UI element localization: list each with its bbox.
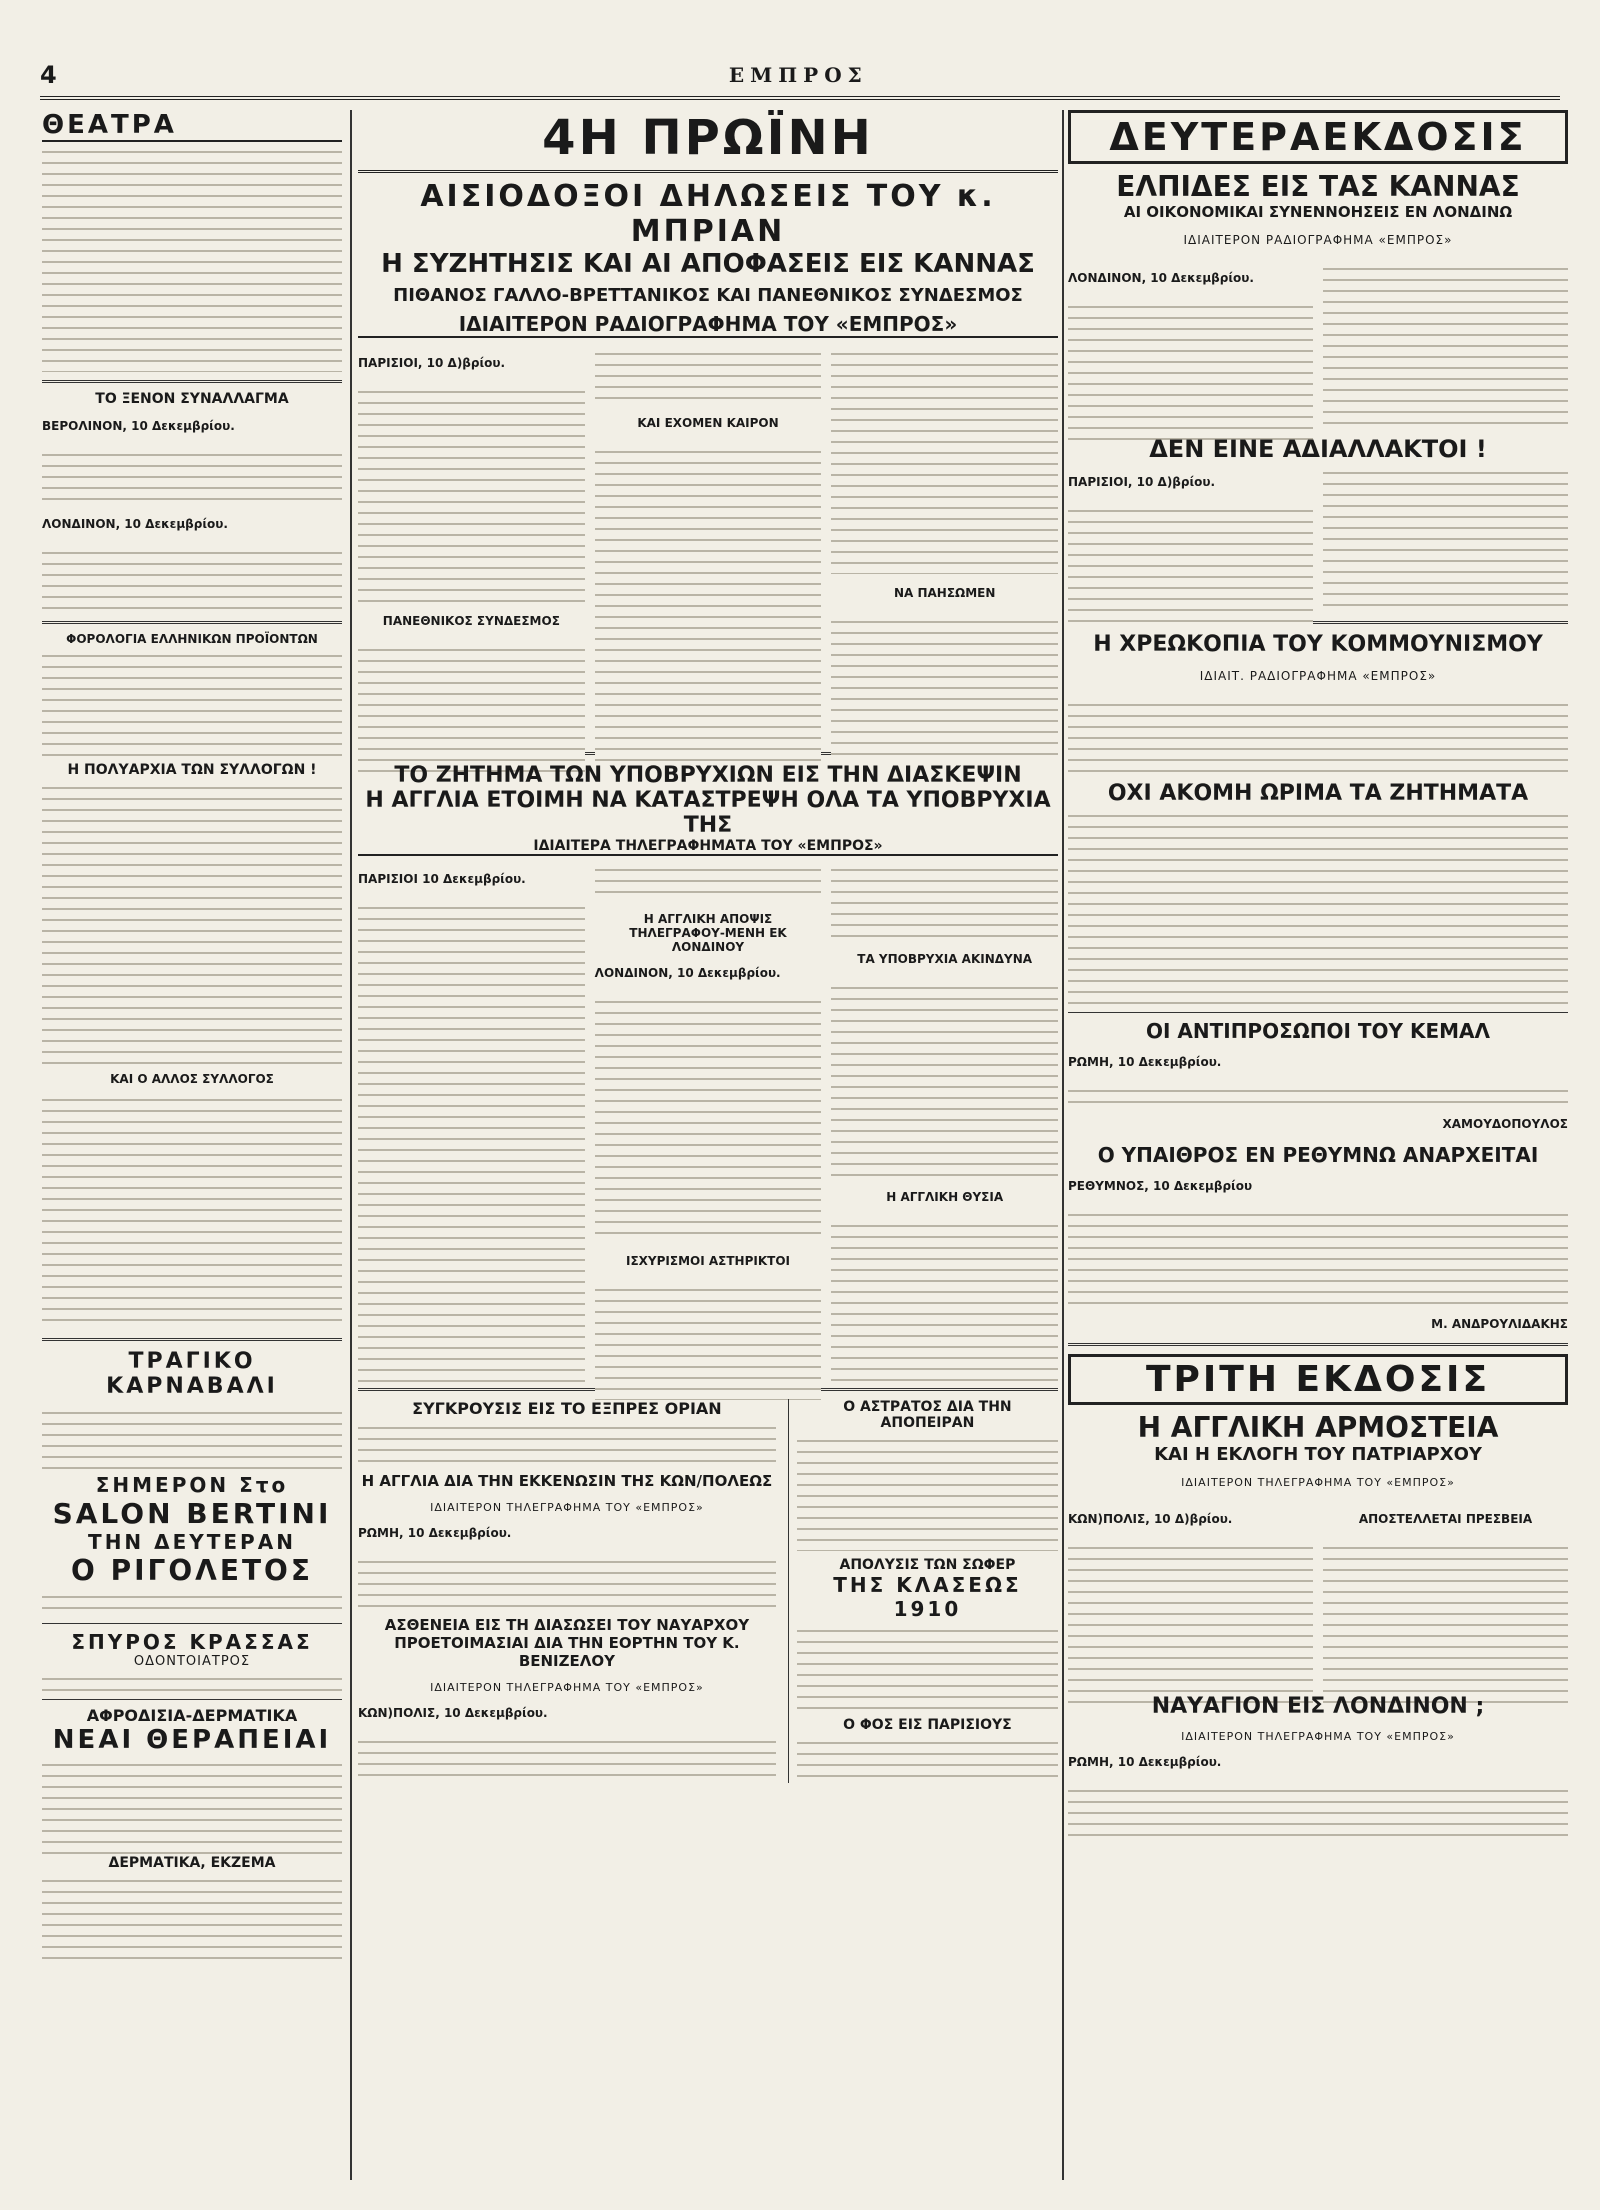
clinic-details bbox=[42, 1871, 342, 1961]
foch-headline: Ο ΦΟΣ ΕΙΣ ΠΑΡΙΣΙΟΥΣ bbox=[843, 1717, 1012, 1733]
fx-london-dateline: ΛΟΝΔΙΝΟΝ, 10 Δεκεμβρίου. bbox=[42, 517, 228, 531]
headline-shipwreck: ΝΑΥΑΓΙΟΝ ΕΙΣ ΛΟΝΔΙΝΟΝ ; bbox=[1151, 1694, 1485, 1719]
dentist-title: ΟΔΟΝΤΟΙΑΤΡΟΣ bbox=[133, 1654, 251, 1669]
other-club-heading: ΚΑΙ Ο ΑΛΛΟΣ ΣΥΛΛΟΓΟΣ bbox=[110, 1072, 274, 1086]
masthead-rule bbox=[40, 96, 1560, 100]
fx-listing bbox=[42, 543, 342, 613]
dateline: ΠΑΡΙΣΙΟΙ, 10 Δ)βρίου. bbox=[358, 356, 506, 370]
submarine-article bbox=[358, 860, 1058, 1380]
dateline: ΛΟΝΔΙΝΟΝ, 10 Δεκεμβρίου. bbox=[594, 966, 781, 980]
drivers-class: ΤΗΣ ΚΛΑΣΕΩΣ 1910 bbox=[833, 1573, 1022, 1621]
carnival-heading: ΤΡΑΓΙΚΟ ΚΑΡΝΑΒΑΛΙ bbox=[106, 1349, 278, 1399]
signature: ΧΑΜΟΥΔΟΠΟΥΛΟΣ bbox=[1442, 1117, 1568, 1131]
fx-berlin-dateline: ΒΕΡΟΛΙΝΟΝ, 10 Δεκεμβρίου. bbox=[42, 419, 235, 433]
column-left bbox=[42, 110, 342, 2180]
opera-title: Ο ΡΙΓΟΛΕΤΟΣ bbox=[71, 1554, 313, 1587]
monday-label: ΤΗΝ ΔΕΥΤΕΡΑΝ bbox=[88, 1530, 296, 1554]
article-columns bbox=[358, 344, 1058, 744]
opera-ad bbox=[42, 1473, 342, 1587]
kemal-article bbox=[1068, 1081, 1568, 1105]
london-article bbox=[1068, 259, 1568, 429]
third-edition-heading: ΤΡΙΤΗ ΕΚΔΟΣΙΣ bbox=[1068, 1354, 1568, 1405]
headline-patriarch: ΚΑΙ Η ΕΚΛΟΓΗ ΤΟΥ ΠΑΤΡΙΑΡΧΟΥ bbox=[1154, 1444, 1482, 1465]
dentist-details bbox=[42, 1669, 342, 1693]
shipwreck-article bbox=[1068, 1781, 1568, 1841]
submarine-headline-2: Η ΑΓΓΛΙΑ ΕΤΟΙΜΗ ΝΑ ΚΑΤΑΣΤΡΕΨΗ ΟΛΑ ΤΑ ΥΠΟΒΡΥΧΙΑ ΤΗΣ bbox=[365, 788, 1051, 838]
dateline: ΠΑΡΙΣΙΟΙ, 10 Δ)βρίου. bbox=[1068, 475, 1216, 489]
dateline: ΛΟΝΔΙΝΟΝ, 10 Δεκεμβρίου. bbox=[1068, 271, 1254, 285]
rethymno-article bbox=[1068, 1205, 1568, 1305]
clinic-ad bbox=[42, 1706, 342, 1961]
headline-rethymno: Ο ΥΠΑΙΘΡΟΣ ΕΝ ΡΕΘΥΜΝΩ ΑΝΑΡΧΕΙΤΑΙ bbox=[1097, 1143, 1539, 1167]
paper-name: ΕΜΠΡΟΣ bbox=[728, 63, 868, 87]
headline-kemal: ΟΙ ΑΝΤΙΠΡΟΣΩΠΟΙ ΤΟΥ ΚΕΜΑΛ bbox=[1145, 1019, 1491, 1043]
dentist-ad bbox=[42, 1630, 342, 1693]
clinic-tail: ΔΕΡΜΑΤΙΚΑ, ΕΚΖΕΜΑ bbox=[108, 1855, 276, 1871]
dentist-name: ΣΠΥΡΟΣ ΚΡΑΣΣΑΣ bbox=[71, 1630, 313, 1654]
submarine-source: ΙΔΙΑΙΤΕΡΑ ΤΗΛΕΓΡΑΦΗΜΑΤΑ ΤΟΥ «ΕΜΠΡΟΣ» bbox=[358, 838, 1058, 856]
dateline: ΡΕΘΥΜΝΟΣ, 10 Δεκεμβρίου bbox=[1068, 1179, 1253, 1193]
headline-commission: Η ΑΓΓΛΙΚΗ ΑΡΜΟΣΤΕΙΑ bbox=[1137, 1411, 1499, 1444]
dateline: ΚΩΝ)ΠΟΛΙΣ, 10 Δ)βρίου. bbox=[1068, 1512, 1233, 1526]
clubs-article bbox=[42, 778, 342, 1068]
clinic-details bbox=[42, 1755, 342, 1855]
column-divider bbox=[350, 110, 352, 2180]
submarine-headline: ΤΟ ΖΗΤΗΜΑ ΤΩΝ ΥΠΟΒΡΥΧΙΩΝ ΕΙΣ ΤΗΝ ΔΙΑΣΚΕΨΙΝ bbox=[394, 763, 1022, 788]
dateline: ΡΩΜΗ, 10 Δεκεμβρίου. bbox=[1068, 1055, 1222, 1069]
subhead: Η ΑΓΓΛΙΚΗ ΘΥΣΙΑ bbox=[886, 1190, 1004, 1204]
attempt-headline: Ο ΑΣΤΡΑΤΟΣ ΔΙΑ ΤΗΝ ΑΠΟΠΕΙΡΑΝ bbox=[843, 1399, 1012, 1431]
headline-hopes: ΕΛΠΙΔΕΣ ΕΙΣ ΤΑΣ ΚΑΝΝΑΣ bbox=[1116, 170, 1520, 203]
headline-communism: Η ΧΡΕΩΚΟΠΙΑ ΤΟΥ ΚΟΜΜΟΥΝΙΣΜΟΥ bbox=[1093, 632, 1543, 657]
fx-listing bbox=[42, 445, 342, 505]
dateline: ΡΩΜΗ, 10 Δεκεμβρίου. bbox=[1068, 1755, 1222, 1769]
theatres-heading: ΘΕΑΤΡΑ bbox=[42, 110, 342, 142]
tobacco-heading: ΦΟΡΟΛΟΓΙΑ ΕΛΛΗΝΙΚΩΝ ΠΡΟΪΟΝΤΩΝ bbox=[66, 632, 318, 646]
admiral-headline: ΑΣΘΕΝΕΙΑ ΕΙΣ ΤΗ ΔΙΑΣΩΣΕΙ ΤΟΥ ΝΑΥΑΡΧΟΥ bbox=[384, 1616, 750, 1634]
other-club-article bbox=[42, 1090, 342, 1330]
signature: Μ. ΑΝΔΡΟΥΛΙΔΑΚΗΣ bbox=[1431, 1317, 1568, 1331]
fx-heading: ΤΟ ΞΕΝΟΝ ΣΥΝΑΛΛΑΓΜΑ bbox=[95, 391, 289, 407]
venue-name: SALON BERTINI bbox=[52, 1497, 332, 1530]
express-headline: ΣΥΓΚΡΟΥΣΙΣ ΕΙΣ ΤΟ ΕΞΠΡΕΣ ΟΡΙΑΝ bbox=[412, 1399, 722, 1418]
venizelos-headline: ΠΡΟΕΤΟΙΜΑΣΙΑΙ ΔΙΑ ΤΗΝ ΕΟΡΤΗΝ ΤΟΥ Κ. ΒΕΝΙΖΕΛΟΥ bbox=[394, 1634, 740, 1670]
dateline: ΡΩΜΗ, 10 Δεκεμβρίου. bbox=[358, 1526, 512, 1540]
subhead: ΚΑΙ ΕΧΟΜΕΝ ΚΑΙΡΟΝ bbox=[637, 416, 779, 430]
not-ripe-article bbox=[1068, 806, 1568, 1006]
headline-4: ΙΔΙΑΙΤΕΡΟΝ ΡΑΔΙΟΓΡΑΦΗΜΑ ΤΟΥ «ΕΜΠΡΟΣ» bbox=[358, 312, 1058, 338]
subhead: ΙΣΧΥΡΙΣΜΟΙ ΑΣΤΗΡΙΚΤΟΙ bbox=[626, 1254, 790, 1268]
headline-1: ΑΙΣΙΟΔΟΞΟΙ ΔΗΛΩΣΕΙΣ ΤΟΥ κ. ΜΠΡΙΑΝ bbox=[420, 179, 996, 249]
patriarch-source: ΙΔΙΑΙΤΕΡΟΝ ΤΗΛΕΓΡΑΦΗΜΑ ΤΟΥ «ΕΜΠΡΟΣ» bbox=[1181, 1476, 1455, 1489]
tobacco-article bbox=[42, 646, 342, 756]
shipwreck-source: ΙΔΙΑΙΤΕΡΟΝ ΤΗΛΕΓΡΑΦΗΜΑ ΤΟΥ «ΕΜΠΡΟΣ» bbox=[1181, 1730, 1455, 1743]
communism-source: ΙΔΙΑΙΤ. ΡΑΔΙΟΓΡΑΦΗΜΑ «ΕΜΠΡΟΣ» bbox=[1199, 669, 1437, 683]
dateline: ΚΩΝ)ΠΟΛΙΣ, 10 Δεκεμβρίου. bbox=[358, 1706, 548, 1720]
carnival-article bbox=[42, 1403, 342, 1473]
column-right bbox=[1068, 110, 1568, 2180]
today-label: ΣΗΜΕΡΟΝ Στο bbox=[95, 1473, 289, 1497]
edition-heading: 4Η ΠΡΩΪΝΗ bbox=[358, 110, 1058, 173]
evacuation-source: ΙΔΙΑΙΤΕΡΟΝ ΤΗΛΕΓΡΑΦΗΜΑ ΤΟΥ «ΕΜΠΡΟΣ» bbox=[430, 1501, 704, 1514]
dateline: ΠΑΡΙΣΙΟΙ 10 Δεκεμβρίου. bbox=[358, 872, 526, 886]
subhead: ΤΑ ΥΠΟΒΡΥΧΙΑ ΑΚΙΝΔΥΝΑ bbox=[857, 952, 1033, 966]
subhead: ΠΑΝΕΘΝΙΚΟΣ ΣΥΝΔΕΣΜΟΣ bbox=[382, 614, 560, 628]
subhead: Η ΑΓΓΛΙΚΗ ΑΠΟΨΙΣ ΤΗΛΕΓΡΑΦΟΥ-ΜΕΝΗ ΕΚ ΛΟΝΔΙΝΟΥ bbox=[629, 912, 787, 954]
second-edition-heading: ΔΕΥΤΕΡΑΕΚΔΟΣΙΣ bbox=[1068, 110, 1568, 164]
opera-details bbox=[42, 1587, 342, 1617]
bottom-articles bbox=[358, 1399, 1058, 1783]
column-divider bbox=[1062, 110, 1064, 2180]
column-center bbox=[358, 110, 1058, 2180]
drivers-headline: ΑΠΟΛΥΣΙΣ ΤΩΝ ΣΩΦΕΡ bbox=[839, 1557, 1016, 1573]
headline-3: ΠΙΘΑΝΟΣ ΓΑΛΛΟ-ΒΡΕΤΤΑΝΙΚΟΣ ΚΑΙ ΠΑΝΕΘΝΙΚΟΣ ΣΥΝΔΕΣΜΟΣ bbox=[393, 285, 1023, 306]
clubs-heading: Η ΠΟΛΥΑΡΧΙΑ ΤΩΝ ΣΥΛΛΟΓΩΝ ! bbox=[67, 762, 317, 778]
communism-article bbox=[1068, 695, 1568, 775]
evacuation-headline: Η ΑΓΓΛΙΑ ΔΙΑ ΤΗΝ ΕΚΚΕΝΩΣΙΝ ΤΗΣ ΚΩΝ/ΠΟΛΕΩΣ bbox=[361, 1472, 773, 1490]
headline-economic: ΑΙ ΟΙΚΟΝΟΜΙΚΑΙ ΣΥΝΕΝΝΟΗΣΕΙΣ ΕΝ ΛΟΝΔΙΝΩ bbox=[1123, 203, 1513, 221]
clinic-subheading: ΝΕΑΙ ΘΕΡΑΠΕΙΑΙ bbox=[52, 1725, 332, 1755]
headline-2: Η ΣΥΖΗΤΗΣΙΣ ΚΑΙ ΑΙ ΑΠΟΦΑΣΕΙΣ ΕΙΣ ΚΑΝΝΑΣ bbox=[381, 249, 1035, 279]
theatre-listings bbox=[42, 142, 342, 372]
paris-article bbox=[1068, 463, 1568, 613]
clinic-heading: ΑΦΡΟΔΙΣΙΑ-ΔΕΡΜΑΤΙΚΑ bbox=[86, 1706, 298, 1725]
subhead: ΑΠΟΣΤΕΛΛΕΤΑΙ ΠΡΕΣΒΕΙΑ bbox=[1358, 1512, 1533, 1526]
headline-not-ripe: ΟΧΙ ΑΚΟΜΗ ΩΡΙΜΑ ΤΑ ΖΗΤΗΜΑΤΑ bbox=[1107, 781, 1529, 806]
headline-source: ΙΔΙΑΙΤΕΡΟΝ ΡΑΔΙΟΓΡΑΦΗΜΑ «ΕΜΠΡΟΣ» bbox=[1183, 233, 1453, 247]
masthead bbox=[40, 55, 1560, 95]
headline-not-irreconcilable: ΔΕΝ ΕΙΝΕ ΑΔΙΑΛΛΑΚΤΟΙ ! bbox=[1149, 435, 1487, 463]
page-number: 4 bbox=[40, 61, 57, 89]
venizelos-source: ΙΔΙΑΙΤΕΡΟΝ ΤΗΛΕΓΡΑΦΗΜΑ ΤΟΥ «ΕΜΠΡΟΣ» bbox=[430, 1681, 704, 1694]
patriarch-article bbox=[1068, 1500, 1568, 1690]
subhead: ΝΑ ΠΑΗΣΩΜΕΝ bbox=[893, 586, 996, 600]
